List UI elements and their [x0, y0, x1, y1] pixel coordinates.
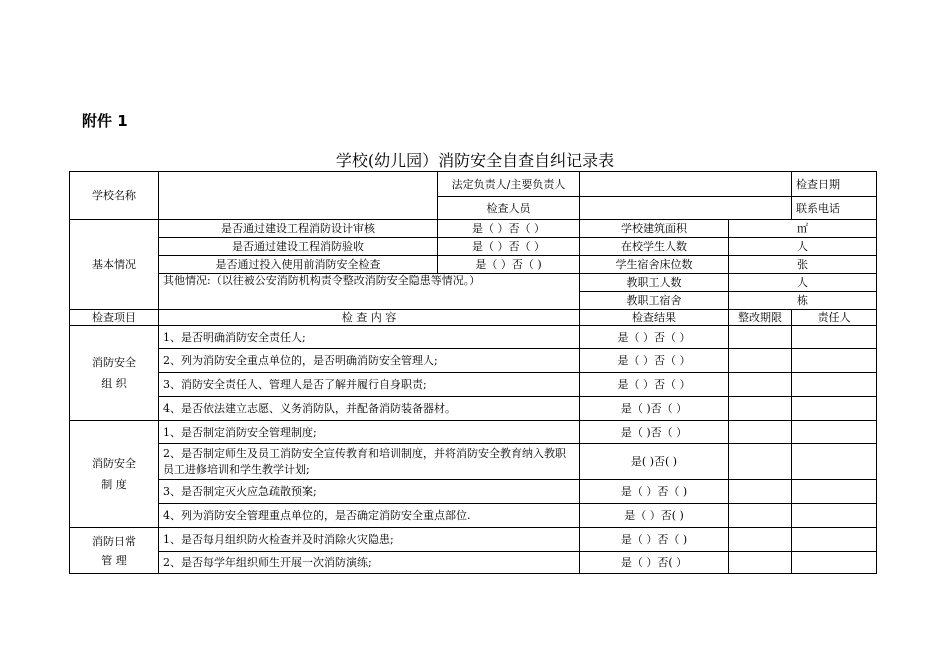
column-deadline: 整改期限	[729, 310, 792, 326]
basic-field-label: 教职工宿舍	[580, 292, 729, 310]
basic-unit[interactable]: 栋	[729, 292, 877, 310]
check-result[interactable]: 是（ ）否（ ）	[580, 373, 729, 397]
deadline-cell[interactable]	[729, 373, 792, 397]
basic-field-label: 在校学生人数	[580, 238, 729, 256]
person-cell[interactable]	[792, 397, 877, 421]
column-item: 检查项目	[70, 310, 159, 326]
check-item: 1、是否每月组织防火检查并及时消除火灾隐患;	[159, 528, 580, 552]
legal-person-label: 法定负责人/主要负责人	[438, 172, 580, 197]
check-result[interactable]: 是( )否( )	[580, 444, 729, 480]
check-item: 4、列为消防安全管理重点单位的，是否确定消防安全重点部位.	[159, 504, 580, 528]
basic-question: 是否通过建设工程消防验收	[159, 238, 438, 256]
check-item: 2、是否制定师生及员工消防安全宣传教育和培训制度，并将消防安全教育纳入教职员工进修培训和学生教学计划;	[159, 444, 580, 480]
basic-answer[interactable]: 是（ ）否（ ）	[438, 238, 580, 256]
basic-field-label: 学校建筑面积	[580, 220, 729, 238]
deadline-cell[interactable]	[729, 326, 792, 349]
legal-person-field[interactable]	[580, 172, 792, 197]
basic-field-label: 学生宿舍床位数	[580, 256, 729, 274]
deadline-cell[interactable]	[729, 504, 792, 528]
self-inspection-table	[69, 171, 877, 574]
check-item: 2、列为消防安全重点单位的，是否明确消防安全管理人;	[159, 349, 580, 373]
basic-answer[interactable]: 是（ ）否（ )	[438, 256, 580, 274]
check-item: 4、是否依法建立志愿、义务消防队，并配备消防装备器材。	[159, 397, 580, 421]
deadline-cell[interactable]	[729, 528, 792, 552]
basic-info-label: 基本情况	[70, 220, 159, 310]
basic-answer[interactable]: 是（ ）否（ ）	[438, 220, 580, 238]
person-cell[interactable]	[792, 421, 877, 444]
school-name-label: 学校名称	[70, 172, 159, 220]
deadline-cell[interactable]	[729, 397, 792, 421]
person-cell[interactable]	[792, 528, 877, 552]
person-cell[interactable]	[792, 326, 877, 349]
inspector-field[interactable]	[580, 197, 792, 220]
check-result[interactable]: 是（ ）否( ）	[580, 552, 729, 574]
column-content: 检 查 内 容	[159, 310, 580, 326]
phone-label: 联系电话	[792, 197, 877, 220]
check-result[interactable]: 是（ )否（ ）	[580, 421, 729, 444]
school-name-field[interactable]	[159, 172, 438, 220]
column-person: 责任人	[792, 310, 877, 326]
person-cell[interactable]	[792, 444, 877, 480]
column-result: 检查结果	[580, 310, 729, 326]
person-cell[interactable]	[792, 504, 877, 528]
check-result[interactable]: 是（ ）否（ ）	[580, 349, 729, 373]
deadline-cell[interactable]	[729, 480, 792, 504]
person-cell[interactable]	[792, 480, 877, 504]
form-title: 学校(幼儿园）消防安全自查自纠记录表	[335, 151, 615, 170]
section-name: 消防安全 组 织	[70, 326, 159, 421]
check-result[interactable]: 是（ ）否（ )	[580, 528, 729, 552]
basic-question: 是否通过投入使用前消防安全检查	[159, 256, 438, 274]
check-result[interactable]: 是（ ）否( )	[580, 504, 729, 528]
check-item: 3、是否制定灭火应急疏散预案;	[159, 480, 580, 504]
section-name: 消防安全 制 度	[70, 421, 159, 528]
person-cell[interactable]	[792, 349, 877, 373]
deadline-cell[interactable]	[729, 349, 792, 373]
other-situation[interactable]: 其他情况:（以往被公安消防机构责令整改消防安全隐患等情况。）	[159, 274, 580, 310]
basic-unit[interactable]: 张	[729, 256, 877, 274]
check-item: 1、是否制定消防安全管理制度;	[159, 421, 580, 444]
person-cell[interactable]	[792, 552, 877, 574]
deadline-cell[interactable]	[729, 552, 792, 574]
check-item: 3、消防安全责任人、管理人是否了解并履行自身职责;	[159, 373, 580, 397]
basic-field-label: 教职工人数	[580, 274, 729, 292]
basic-question: 是否通过建设工程消防设计审核	[159, 220, 438, 238]
check-result[interactable]: 是（ ）否（ ）	[580, 326, 729, 349]
check-item: 2、是否每学年组织师生开展一次消防演练;	[159, 552, 580, 574]
attachment-label: 附件 1	[82, 112, 128, 130]
person-cell[interactable]	[792, 373, 877, 397]
check-result[interactable]: 是（ ）否（ )	[580, 480, 729, 504]
check-date-label: 检查日期	[792, 172, 877, 197]
check-item: 1、是否明确消防安全责任人;	[159, 326, 580, 349]
check-result[interactable]: 是（ )否（ ）	[580, 397, 729, 421]
deadline-cell[interactable]	[729, 421, 792, 444]
basic-unit[interactable]: 人	[729, 274, 877, 292]
inspector-label: 检查人员	[438, 197, 580, 220]
deadline-cell[interactable]	[729, 444, 792, 480]
basic-unit[interactable]: 人	[729, 238, 877, 256]
basic-unit[interactable]: ㎡	[729, 220, 877, 238]
section-name: 消防日常 管 理	[70, 528, 159, 574]
